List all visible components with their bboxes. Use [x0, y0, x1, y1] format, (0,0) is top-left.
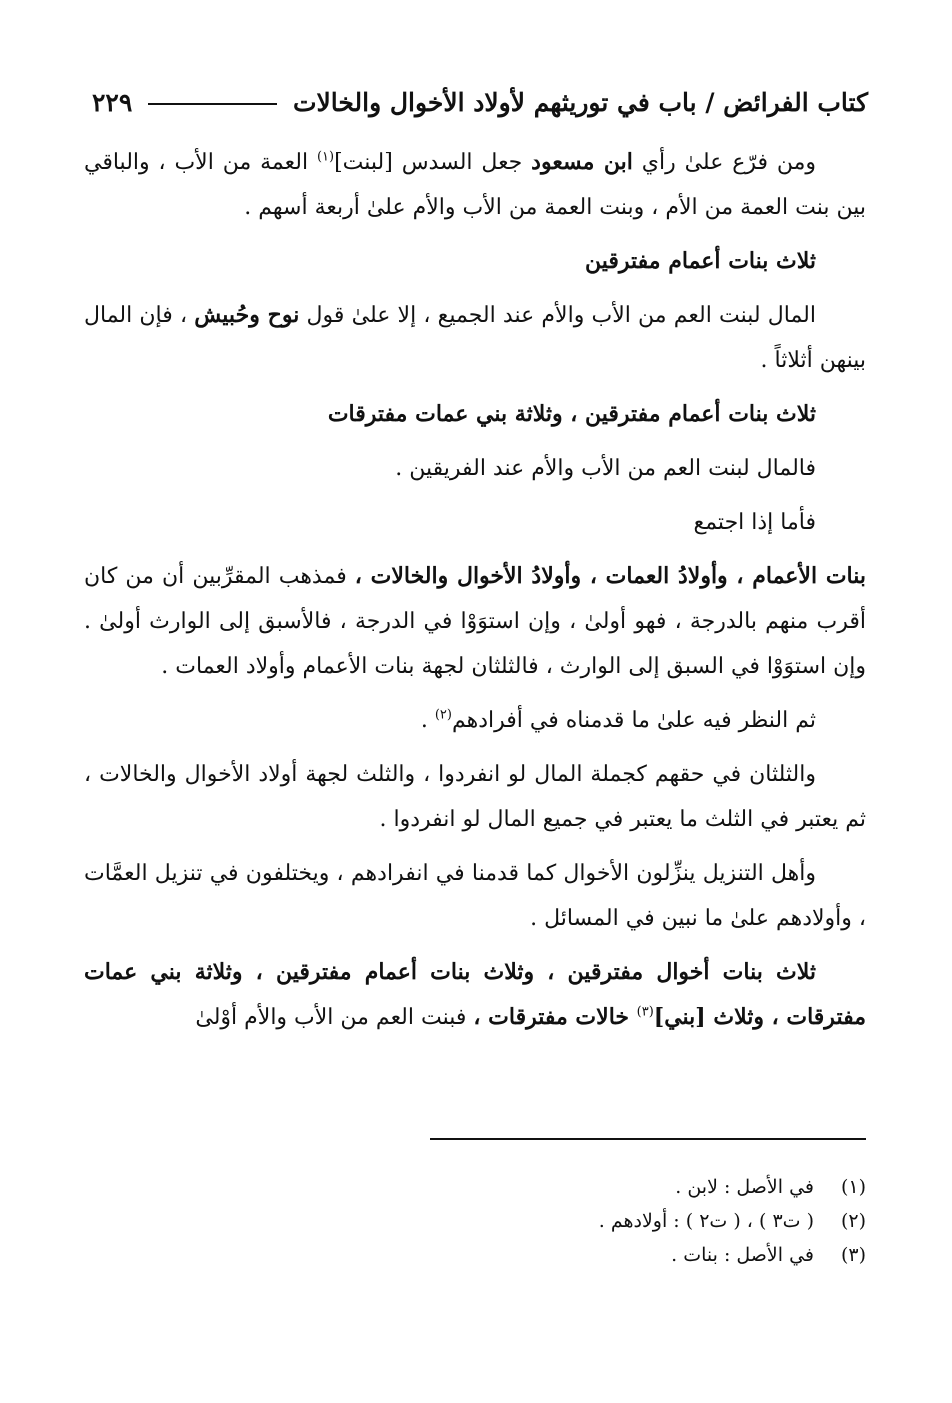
footnotes	[300, 1170, 866, 1272]
text-run: فبنت العم من الأب والأم أوْلىٰ	[195, 1005, 474, 1030]
paragraph-1	[84, 140, 866, 230]
paragraph-5	[84, 554, 866, 689]
running-header	[92, 82, 868, 122]
footnote-number: (٢)	[840, 1210, 866, 1232]
paragraph-8: وأهل التنزيل ينزِّلون الأخوال كما قدمنا في انفرادهم ، ويختلفون في تنزيل العمَّات ، وأولادهم علىٰ ما نبين في المسائل .	[84, 861, 866, 931]
bold-run: خالات مفترقات ،	[473, 1004, 637, 1030]
text-run: ومن فرّع علىٰ رأي	[632, 150, 817, 175]
paragraph-9	[84, 950, 866, 1040]
text-run: ثم النظر فيه علىٰ ما قدمناه في أفرادهم	[451, 708, 816, 733]
footnote-text: في الأصل : لابن .	[675, 1176, 814, 1198]
footnote-ref: (٢)	[434, 707, 452, 723]
footnote-number: (٣)	[840, 1244, 866, 1266]
paragraph-6	[84, 698, 866, 743]
header-rule	[148, 103, 277, 105]
bold-name: حُبيش	[194, 302, 250, 328]
text-run: جعل السدس [لبنت]	[334, 150, 532, 175]
paragraph-2	[84, 293, 866, 383]
paragraph-3: فالمال لبنت العم من الأب والأم عند الفريقين .	[395, 456, 816, 481]
footnote	[300, 1238, 866, 1272]
footnote-ref: (١)	[316, 149, 335, 165]
section-heading-1: ثلاث بنات أعمام مفترقين	[585, 248, 816, 274]
bold-run: ثلاث بنات أخوال مفترقين ، وثلاث بنات أعمام مفترقين ، وثلاثة بني عمات مفترقات ، وثلاث [بني]	[84, 959, 866, 1030]
footnote-separator	[430, 1138, 866, 1140]
text-run: .	[420, 708, 435, 733]
bold-name: ابن مسعود	[531, 149, 633, 175]
text-run: ، فإن المال بينهن أثلاثاً .	[84, 303, 866, 373]
text-run: فمذهب المقرِّبين أن من كان أقرب منهم بالدرجة ، فهو أولىٰ ، وإن استوَوْا في الدرجة ، فالأسبق إلى الوارث أولىٰ . وإن استوَوْا في السبق إلى الوارث ، فالثلثان لجهة بنات الأعمام وأولاد العمات .	[84, 564, 866, 679]
text-run: المال لبنت العم من الأب والأم عند الجميع ، إلا علىٰ قول	[299, 303, 816, 328]
paragraph-7: والثلثان في حقهم كجملة المال لو انفردوا ، والثلث لجهة أولاد الأخوال والخالات ، ثم يعتبر في الثلث ما يعتبر في جميع المال لو انفردوا .	[84, 762, 866, 832]
footnote-text: ( ت٣ ) ، ( ت٢ ) : أولادهم .	[598, 1210, 814, 1232]
page-number: ٢٢٩	[92, 87, 133, 117]
bold-run: بنات الأعمام ، وأولادُ العمات ، وأولادُ الأخوال والخالات ،	[354, 563, 866, 589]
main-text	[84, 140, 866, 1049]
text-run: العمة من الأب ، والباقي بين بنت العمة من الأم ، وبنت العمة من الأب والأم علىٰ أربعة أسهم .	[84, 150, 866, 220]
header-title: كتاب الفرائض / باب في توريثهم لأولاد الأخوال والخالات	[293, 87, 868, 117]
footnote-number: (١)	[840, 1176, 866, 1198]
footnote	[300, 1170, 866, 1204]
section-heading-2: ثلاث بنات أعمام مفترقين ، وثلاثة بني عمات مفترقات	[327, 401, 816, 427]
bold-name: و	[249, 302, 268, 328]
footnote-text: في الأصل : بنات .	[671, 1244, 814, 1266]
footnote	[300, 1204, 866, 1238]
bold-name: نوح	[267, 302, 300, 328]
paragraph-4: فأما إذا اجتمع	[693, 510, 816, 535]
footnote-ref: (٣)	[636, 1004, 654, 1020]
